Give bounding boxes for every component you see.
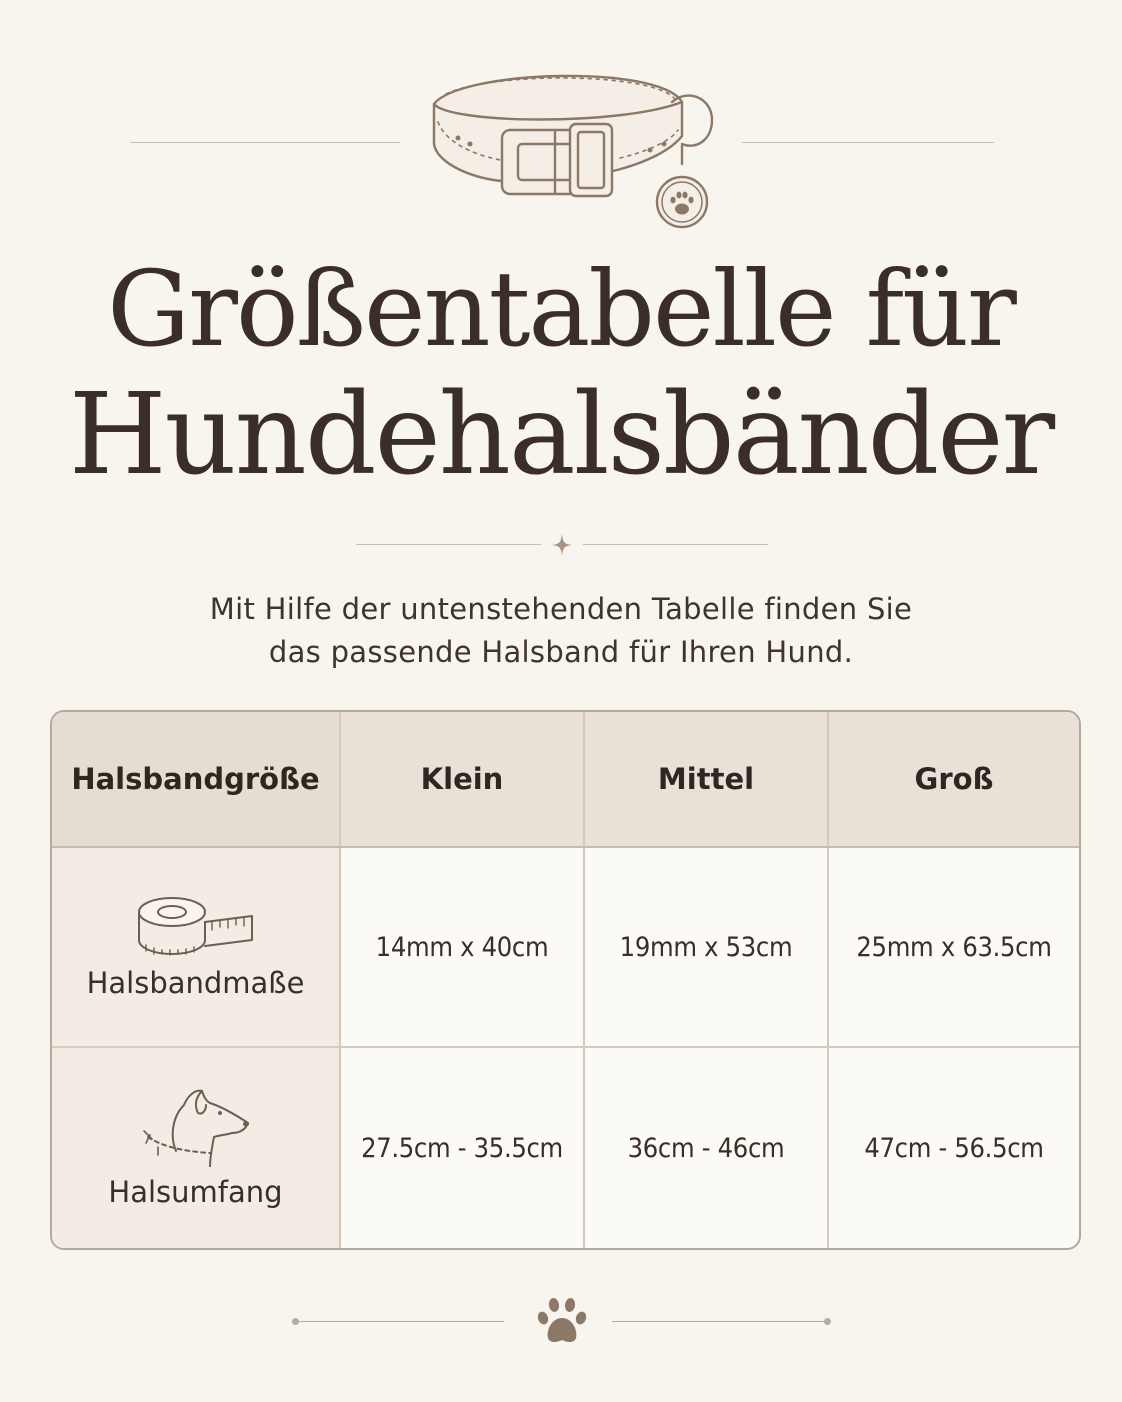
- hero-illustration: [0, 0, 1122, 240]
- value-cell: 27.5cm - 35.5cm: [341, 1048, 585, 1248]
- size-table: [50, 710, 1081, 1250]
- header-small: Klein: [341, 712, 585, 846]
- footer-line-right: [612, 1321, 826, 1322]
- header-size: Halsbandgröße: [52, 712, 341, 846]
- title-line-2: Hundehalsbänder: [68, 370, 1054, 500]
- footer-divider: [290, 1292, 835, 1352]
- title-divider: [356, 534, 768, 556]
- table-header-row: [52, 712, 1079, 848]
- hero-rule-left: [130, 142, 400, 143]
- table-row: [52, 1048, 1079, 1248]
- header-large: Groß: [914, 762, 994, 796]
- dog-neck-icon: [140, 1087, 252, 1167]
- divider-line-left: [356, 544, 541, 545]
- page-title: [0, 248, 1122, 500]
- intro-text: [0, 588, 1122, 674]
- row-label-cell: [52, 1048, 341, 1248]
- row-label-cell: [52, 848, 341, 1046]
- measuring-tape-icon: [136, 894, 256, 958]
- value-cell: 25mm x 63.5cm: [856, 931, 1052, 963]
- divider-line-right: [583, 544, 768, 545]
- intro-line-2: das passende Halsband für Ihren Hund.: [268, 635, 854, 669]
- header-medium: Mittel: [585, 712, 829, 846]
- hero-rule-right: [742, 142, 994, 143]
- table-row: [52, 848, 1079, 1048]
- sparkle-icon: [552, 534, 572, 556]
- footer-line-left: [296, 1321, 504, 1322]
- value-cell: 19mm x 53cm: [585, 848, 829, 1046]
- intro-line-1: Mit Hilfe der untenstehenden Tabelle finden Sie: [209, 592, 913, 626]
- dog-collar-icon: [420, 64, 720, 234]
- row-label: Halsbandmaße: [86, 966, 305, 1000]
- row-label: Halsumfang: [108, 1175, 283, 1209]
- value-cell: 14mm x 40cm: [341, 848, 585, 1046]
- value-cell: 47cm - 56.5cm: [864, 1132, 1044, 1164]
- title-line-1: Größentabelle für: [107, 248, 1015, 370]
- value-cell: 36cm - 46cm: [585, 1048, 829, 1248]
- footer-dot-right: [824, 1318, 831, 1325]
- paw-print-icon: [536, 1296, 588, 1346]
